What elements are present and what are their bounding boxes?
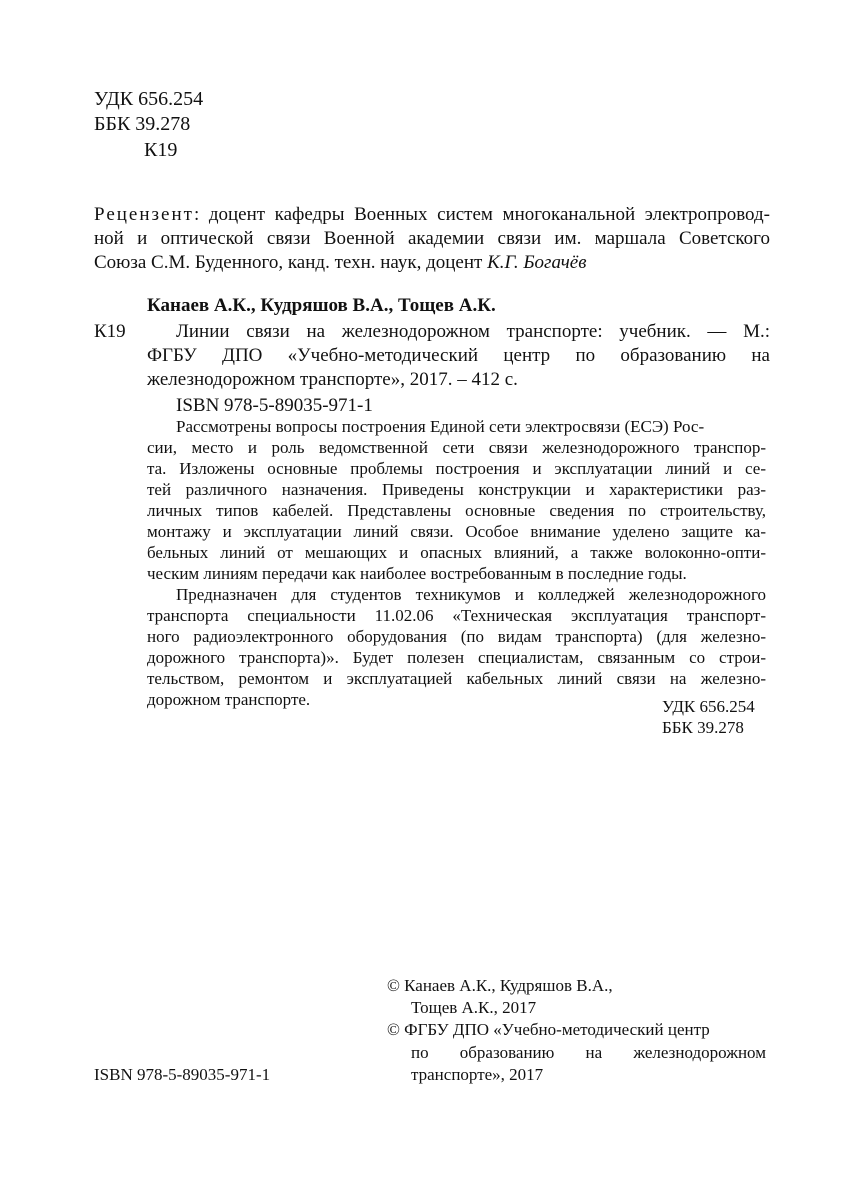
annotation-line: транспорта специальности 11.02.06 «Техническая эксплуатация транспорт-: [147, 606, 766, 625]
record-title-line-1: Линии связи на железнодорожном транспорте: учебник. — М.:: [176, 321, 770, 342]
reviewer-line-1: Рецензент: доцент кафедры Военных систем многоканальной электропровод-: [94, 204, 770, 225]
record-title-line-2: ФГБУ ДПО «Учебно-методический центр по образованию на: [147, 345, 770, 366]
annotation-udk: УДК 656.254: [662, 697, 755, 716]
annotation-line: ного радиоэлектронного оборудования (по видам транспорта) (для железно-: [147, 627, 766, 646]
annotation-bbk: ББК 39.278: [662, 718, 744, 737]
author-mark: К19: [144, 139, 178, 161]
annotation-line: та. Изложены основные проблемы построения и эксплуатации линий и се-: [147, 459, 766, 478]
record-title-line-3: железнодорожном транспорте», 2017. – 412 с.: [147, 369, 518, 390]
annotation-line: бельных линий от мешающих и опасных влияний, а также волоконно-опти-: [147, 543, 766, 562]
bbk-code: ББК 39.278: [94, 113, 191, 135]
annotation-line: монтажу и эксплуатации линий связи. Особое внимание уделено защите ка-: [147, 522, 766, 541]
reviewer-line-2: ной и оптической связи Военной академии связи им. маршала Советского: [94, 228, 770, 249]
record-code: К19: [94, 321, 126, 342]
record-isbn: ISBN 978-5-89035-971-1: [176, 395, 373, 416]
copyright-publisher-line-3: транспорте», 2017: [411, 1065, 544, 1084]
annotation-line: тельством, ремонтом и эксплуатацией кабельных линий связи на железно-: [147, 669, 766, 688]
annotation-line: дорожного транспорта)». Будет полезен специалистам, связанным со строи-: [147, 648, 766, 667]
annotation-line: тей различного назначения. Приведены конструкции и характеристики раз-: [147, 480, 766, 499]
annotation-line: сии, место и роль ведомственной сети связи железнодорожного транспор-: [147, 438, 766, 457]
annotation-line: Рассмотрены вопросы построения Единой сети электросвязи (ЕСЭ) Рос-: [176, 417, 705, 436]
udk-code: УДК 656.254: [94, 88, 204, 110]
annotation-line: дорожном транспорте.: [147, 690, 311, 709]
record-authors: Канаев А.К., Кудряшов В.А., Тощев А.К.: [147, 295, 496, 316]
copyright-authors-line-2: Тощев А.К., 2017: [411, 998, 537, 1017]
copyright-publisher-line-2: по образованию на железнодорожном: [411, 1043, 766, 1062]
annotation-line: ческим линиям передачи как наиболее востребованным в последние годы.: [147, 564, 687, 583]
annotation-line: Предназначен для студентов техникумов и колледжей железнодорожного: [176, 585, 766, 604]
reviewer-line-3: Союза С.М. Буденного, канд. техн. наук, доцент К.Г. Богачёв: [94, 252, 587, 273]
copyright-authors-line-1: © Канаев А.К., Кудряшов В.А.,: [387, 976, 613, 995]
footer-isbn: ISBN 978-5-89035-971-1: [94, 1065, 271, 1084]
annotation-line: личных типов кабелей. Представлены основные сведения по строительству,: [147, 501, 766, 520]
copyright-publisher-line-1: © ФГБУ ДПО «Учебно-методический центр: [387, 1020, 710, 1039]
reviewer-label: Рецензент: [94, 204, 194, 225]
reviewer-name: К.Г. Богачёв: [487, 252, 587, 273]
